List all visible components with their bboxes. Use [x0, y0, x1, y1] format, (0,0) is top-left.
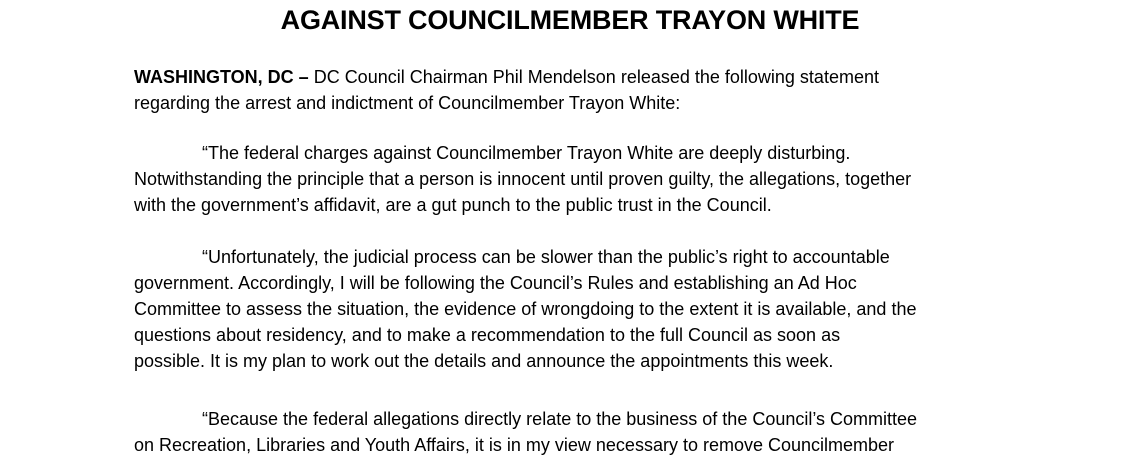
quote-paragraph-1-line: with the government’s affidavit, are a gut punch to the public trust in the Council.: [134, 195, 772, 215]
quote-paragraph-2-line: questions about residency, and to make a recommendation to the full Council as soon as: [134, 325, 841, 345]
quote-paragraph-1: [134, 140, 1014, 218]
quote-paragraph-2: [134, 244, 1014, 374]
dateline: WASHINGTON, DC –: [134, 67, 309, 87]
quote-paragraph-3-line: “Because the federal allegations directly relate to the business of the Council’s Committee: [202, 409, 918, 429]
quote-paragraph-1-line: “The federal charges against Councilmember Trayon White are deeply disturbing.: [202, 143, 851, 163]
intro-paragraph: [134, 64, 1014, 116]
intro-line-1-text: DC Council Chairman Phil Mendelson released the following statement: [308, 67, 879, 87]
quote-paragraph-3: [134, 406, 1014, 458]
quote-paragraph-1-line: Notwithstanding the principle that a person is innocent until proven guilty, the allegations, together: [134, 169, 912, 189]
quote-paragraph-2-line: “Unfortunately, the judicial process can be slower than the public’s right to accountable: [202, 247, 890, 267]
intro-line-1: [134, 64, 1014, 90]
intro-line-2: regarding the arrest and indictment of Councilmember Trayon White:: [134, 93, 681, 113]
headline: AGAINST COUNCILMEMBER TRAYON WHITE: [280, 5, 860, 35]
quote-paragraph-2-line: Committee to assess the situation, the evidence of wrongdoing to the extent it is available, and the: [134, 299, 917, 319]
quote-paragraph-2-line: possible. It is my plan to work out the details and announce the appointments this week.: [134, 351, 834, 371]
quote-paragraph-3-line: on Recreation, Libraries and Youth Affairs, it is in my view necessary to remove Councilmember: [134, 435, 895, 455]
quote-paragraph-2-line: government. Accordingly, I will be following the Council’s Rules and establishing an Ad Hoc: [134, 273, 857, 293]
